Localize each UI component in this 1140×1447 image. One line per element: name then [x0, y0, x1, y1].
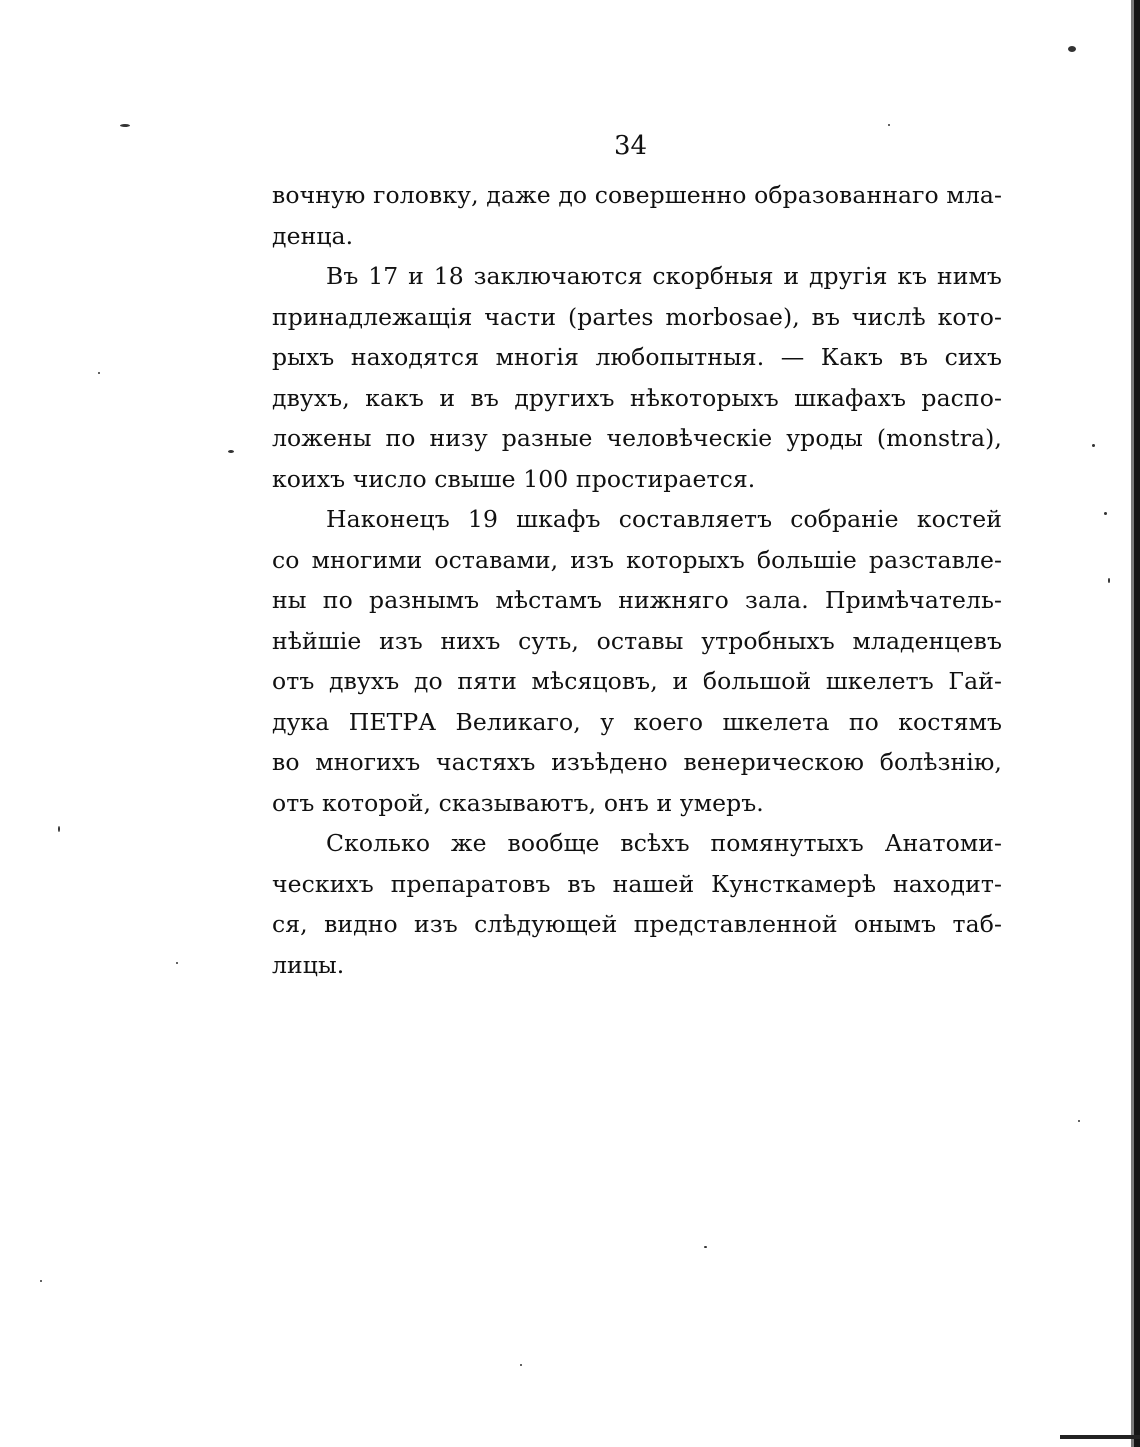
text-line: ческихъ препаратовъ въ нашей Кунсткамерѣ находит- [272, 869, 1002, 898]
text-line: лицы. [272, 950, 345, 979]
speck [1104, 512, 1107, 515]
text-line: Въ 17 и 18 заключаются скорбныя и другія къ нимъ [326, 262, 1002, 290]
text-line: отъ которой, сказываютъ, онъ и умеръ. [272, 788, 764, 817]
speck [228, 450, 234, 453]
bottom-edge-mark [1060, 1435, 1140, 1439]
text-line: вочную головку, даже до совершенно образованнаго мла- [272, 181, 1002, 209]
speck [40, 1280, 42, 1282]
text-line: принадлежащія части (partes morbosae), въ числѣ кото- [272, 302, 1002, 331]
text-line: ся, видно изъ слѣдующей представленной онымъ таб- [272, 910, 1002, 938]
text-line: дука ПЕТРА Великаго, у коего шкелета по костямъ [272, 707, 1002, 736]
speck [58, 826, 60, 832]
text-line: Наконецъ 19 шкафъ составляетъ собраніе костей [326, 505, 1002, 533]
speck [1108, 578, 1110, 583]
speck [520, 1364, 522, 1366]
page-number: 34 [614, 131, 648, 161]
text-line: Сколько же вообще всѣхъ помянутыхъ Анатоми- [326, 829, 1002, 857]
text-line: рыхъ находятся многія любопытныя. — Какъ въ сихъ [272, 343, 1002, 371]
text-line: денца. [272, 221, 354, 250]
paragraph-3 [272, 499, 1002, 823]
text-line: двухъ, какъ и въ другихъ нѣкоторыхъ шкафахъ распо- [272, 383, 1002, 412]
body-text [272, 175, 1002, 985]
text-line: во многихъ частяхъ изъѣдено венерическою болѣзнію, [272, 748, 1002, 776]
speck [176, 962, 178, 964]
text-line: коихъ число свыше 100 простирается. [272, 464, 756, 493]
text-line: нѣйшіе изъ нихъ суть, оставы утробныхъ младенцевъ [272, 626, 1002, 655]
speck [1068, 46, 1076, 52]
text-line: со многими оставами, изъ которыхъ большіе разставле- [272, 545, 1002, 574]
speck [98, 372, 100, 374]
text-line: ложены по низу разные человѣческіе уроды (monstra), [272, 424, 1002, 452]
speck [1078, 1120, 1080, 1122]
paragraph-1 [272, 175, 1002, 256]
text-line: ны по разнымъ мѣстамъ нижняго зала. Примѣчатель- [272, 586, 1002, 614]
speck [120, 124, 130, 127]
page-edge [1134, 0, 1140, 1447]
paragraph-4 [272, 823, 1002, 985]
speck [704, 1246, 707, 1248]
paragraph-2 [272, 256, 1002, 499]
speck [1092, 444, 1095, 447]
speck [888, 124, 890, 126]
text-line: отъ двухъ до пяти мѣсяцовъ, и большой шкелетъ Гай- [272, 667, 1002, 695]
